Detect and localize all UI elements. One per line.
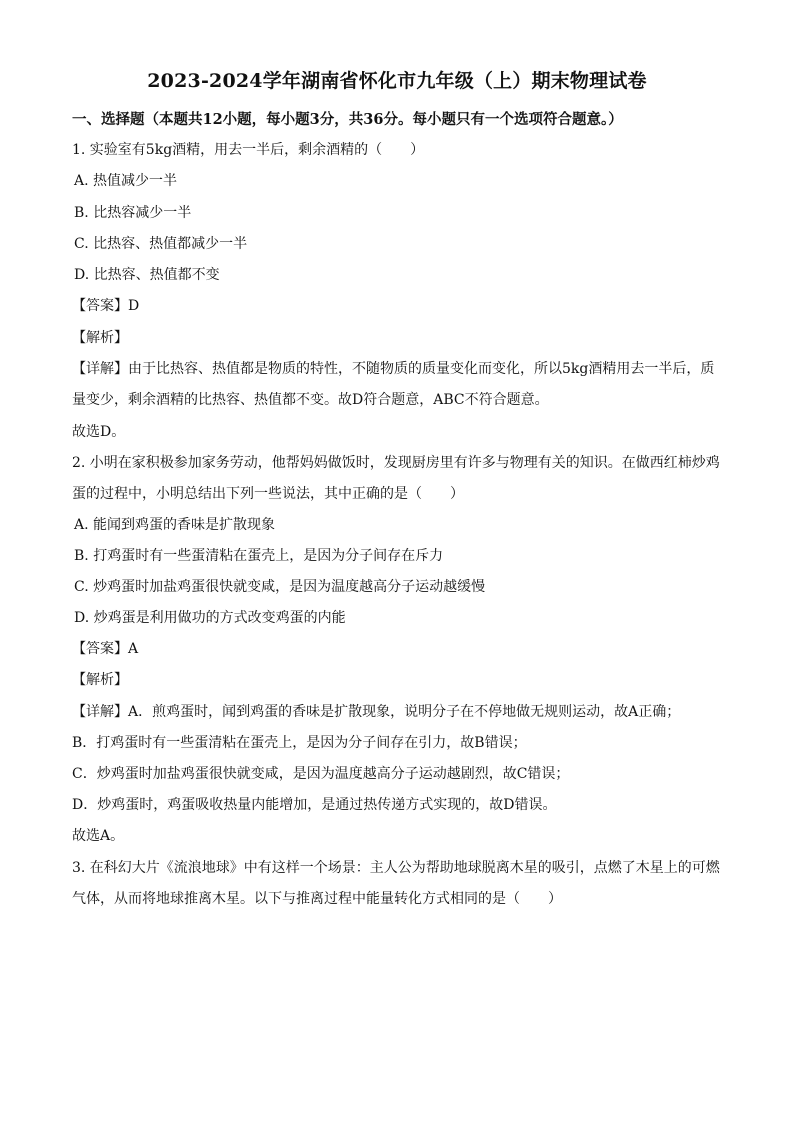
question-1-detail-line: 【详解】由于比热容、热值都是物质的特性，不随物质的质量变化而变化，所以5kg酒精用去一半后，质 bbox=[72, 361, 715, 377]
question-2-option-a: A. 能闻到鸡蛋的香味是扩散现象 bbox=[74, 517, 276, 533]
question-2-answer: 【答案】A bbox=[72, 641, 139, 657]
question-2-detail-line: 【详解】A．煎鸡蛋时，闻到鸡蛋的香味是扩散现象，说明分子在不停地做无规则运动，故A正确； bbox=[72, 704, 681, 720]
question-1-option-b: B. 比热容减少一半 bbox=[74, 205, 192, 221]
question-1-stem: 1. 实验室有5kg酒精，用去一半后，剩余酒精的（ ） bbox=[72, 142, 425, 158]
question-2-stem-line: 蛋的过程中，小明总结出下列一些说法，其中正确的是（ ） bbox=[72, 486, 464, 502]
question-1-option-c: C. 比热容、热值都减少一半 bbox=[74, 236, 248, 252]
question-2-option-c: C. 炒鸡蛋时加盐鸡蛋很快就变咸，是因为温度越高分子运动越缓慢 bbox=[74, 579, 486, 595]
question-1-conclusion: 故选D。 bbox=[72, 424, 126, 440]
question-1-option-a: A. 热值减少一半 bbox=[74, 173, 178, 189]
question-1-analysis-label: 【解析】 bbox=[72, 330, 128, 346]
question-2-stem-line: 2. 小明在家积极参加家务劳动，他帮妈妈做饭时，发现厨房里有许多与物理有关的知识。在做西红柿炒鸡 bbox=[72, 455, 720, 471]
page-title: 2023-2024学年湖南省怀化市九年级（上）期末物理试卷 bbox=[147, 70, 647, 92]
section-heading: 一、选择题（本题共12小题，每小题3分，共36分。每小题只有一个选项符合题意。） bbox=[72, 111, 623, 128]
question-3-stem-line: 3. 在科幻大片《流浪地球》中有这样一个场景：主人公为帮助地球脱离木星的吸引，点燃了木星上的可燃 bbox=[72, 860, 720, 876]
question-2-detail-line: C．炒鸡蛋时加盐鸡蛋很快就变咸，是因为温度越高分子运动越剧烈，故C错误； bbox=[72, 766, 570, 782]
question-1-answer: 【答案】D bbox=[72, 298, 140, 314]
question-2-conclusion: 故选A。 bbox=[72, 828, 125, 844]
question-1-detail-line: 量变少，剩余酒精的比热容、热值都不变。故D符合题意，ABC不符合题意。 bbox=[72, 392, 549, 408]
question-2-detail-line: D．炒鸡蛋时，鸡蛋吸收热量内能增加，是通过热传递方式实现的，故D错误。 bbox=[72, 797, 557, 813]
question-2-option-b: B. 打鸡蛋时有一些蛋清粘在蛋壳上，是因为分子间存在斥力 bbox=[74, 548, 444, 564]
question-3-stem-line: 气体，从而将地球推离木星。以下与推离过程中能量转化方式相同的是（ ） bbox=[72, 891, 562, 907]
question-2-analysis-label: 【解析】 bbox=[72, 672, 128, 688]
question-1-option-d: D. 比热容、热值都不变 bbox=[74, 267, 220, 283]
question-2-detail-line: B．打鸡蛋时有一些蛋清粘在蛋壳上，是因为分子间存在引力，故B错误； bbox=[72, 735, 527, 751]
question-2-option-d: D. 炒鸡蛋是利用做功的方式改变鸡蛋的内能 bbox=[74, 610, 346, 626]
